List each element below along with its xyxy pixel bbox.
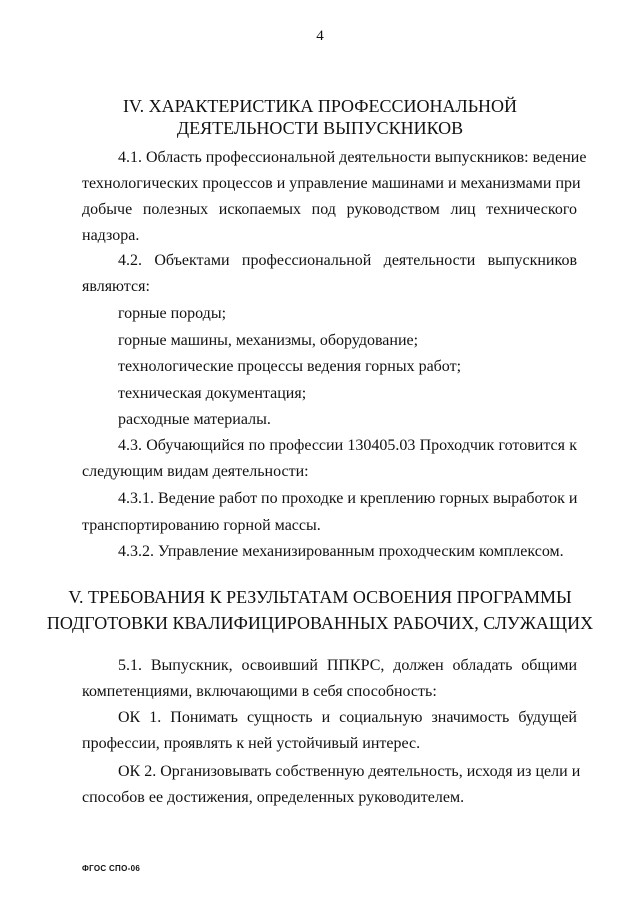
list-item: расходные материалы.: [118, 411, 271, 428]
section-4-title-line-2: ДЕЯТЕЛЬНОСТИ ВЫПУСКНИКОВ: [176, 118, 464, 138]
paragraph-4-3-1-line-2: транспортированию горной массы.: [82, 517, 321, 534]
competence-ok2-line-1: ОК 2. Организовывать собственную деятельность, исходя из цели и: [118, 763, 581, 780]
list-item: горные породы;: [118, 305, 227, 322]
competence-ok1-line-1: ОК 1. Понимать сущность и социальную значимость будущей: [118, 709, 577, 726]
paragraph-4-2-line-1: 4.2. Объектами профессиональной деятельности выпускников: [118, 252, 577, 269]
competence-ok1-line-2: профессии, проявлять к ней устойчивый интерес.: [82, 735, 421, 752]
paragraph-4-1-line-4: надзора.: [82, 227, 140, 244]
paragraph-4-2-line-2: являются:: [82, 278, 150, 295]
list-item: горные машины, механизмы, оборудование;: [118, 332, 419, 349]
footer-code: ФГОС СПО-06: [82, 864, 141, 873]
paragraph-5-1-line-1: 5.1. Выпускник, освоивший ППКРС, должен обладать общими: [118, 657, 577, 674]
paragraph-4-3-line-1: 4.3. Обучающийся по профессии 130405.03 Проходчик готовится к: [118, 437, 577, 454]
section-5-title-line-1: V. ТРЕБОВАНИЯ К РЕЗУЛЬТАТАМ ОСВОЕНИЯ ПРОГРАММЫ: [68, 587, 572, 607]
paragraph-4-1-line-2: технологических процессов и управление машинами и механизмами при: [82, 175, 581, 192]
competence-ok2-line-2: способов ее достижения, определенных руководителем.: [82, 789, 465, 806]
list-item: техническая документация;: [118, 385, 307, 402]
list-item: технологические процессы ведения горных работ;: [118, 358, 462, 375]
paragraph-4-3-line-2: следующим видам деятельности:: [82, 463, 309, 480]
section-5-title-line-2: ПОДГОТОВКИ КВАЛИФИЦИРОВАННЫХ РАБОЧИХ, СЛУЖАЩИХ: [46, 613, 594, 633]
page-number: 4: [316, 28, 324, 44]
paragraph-4-1-line-3: добыче полезных ископаемых под руководством лиц технического: [82, 201, 577, 218]
paragraph-4-1-line-1: 4.1. Область профессиональной деятельности выпускников: ведение: [118, 149, 587, 166]
paragraph-4-3-2: 4.3.2. Управление механизированным проходческим комплексом.: [118, 543, 564, 560]
paragraph-5-1-line-2: компетенциями, включающими в себя способность:: [82, 683, 437, 700]
paragraph-4-3-1-line-1: 4.3.1. Ведение работ по проходке и креплению горных выработок и: [118, 490, 578, 507]
section-4-title-line-1: IV. ХАРАКТЕРИСТИКА ПРОФЕССИОНАЛЬНОЙ: [122, 96, 518, 116]
